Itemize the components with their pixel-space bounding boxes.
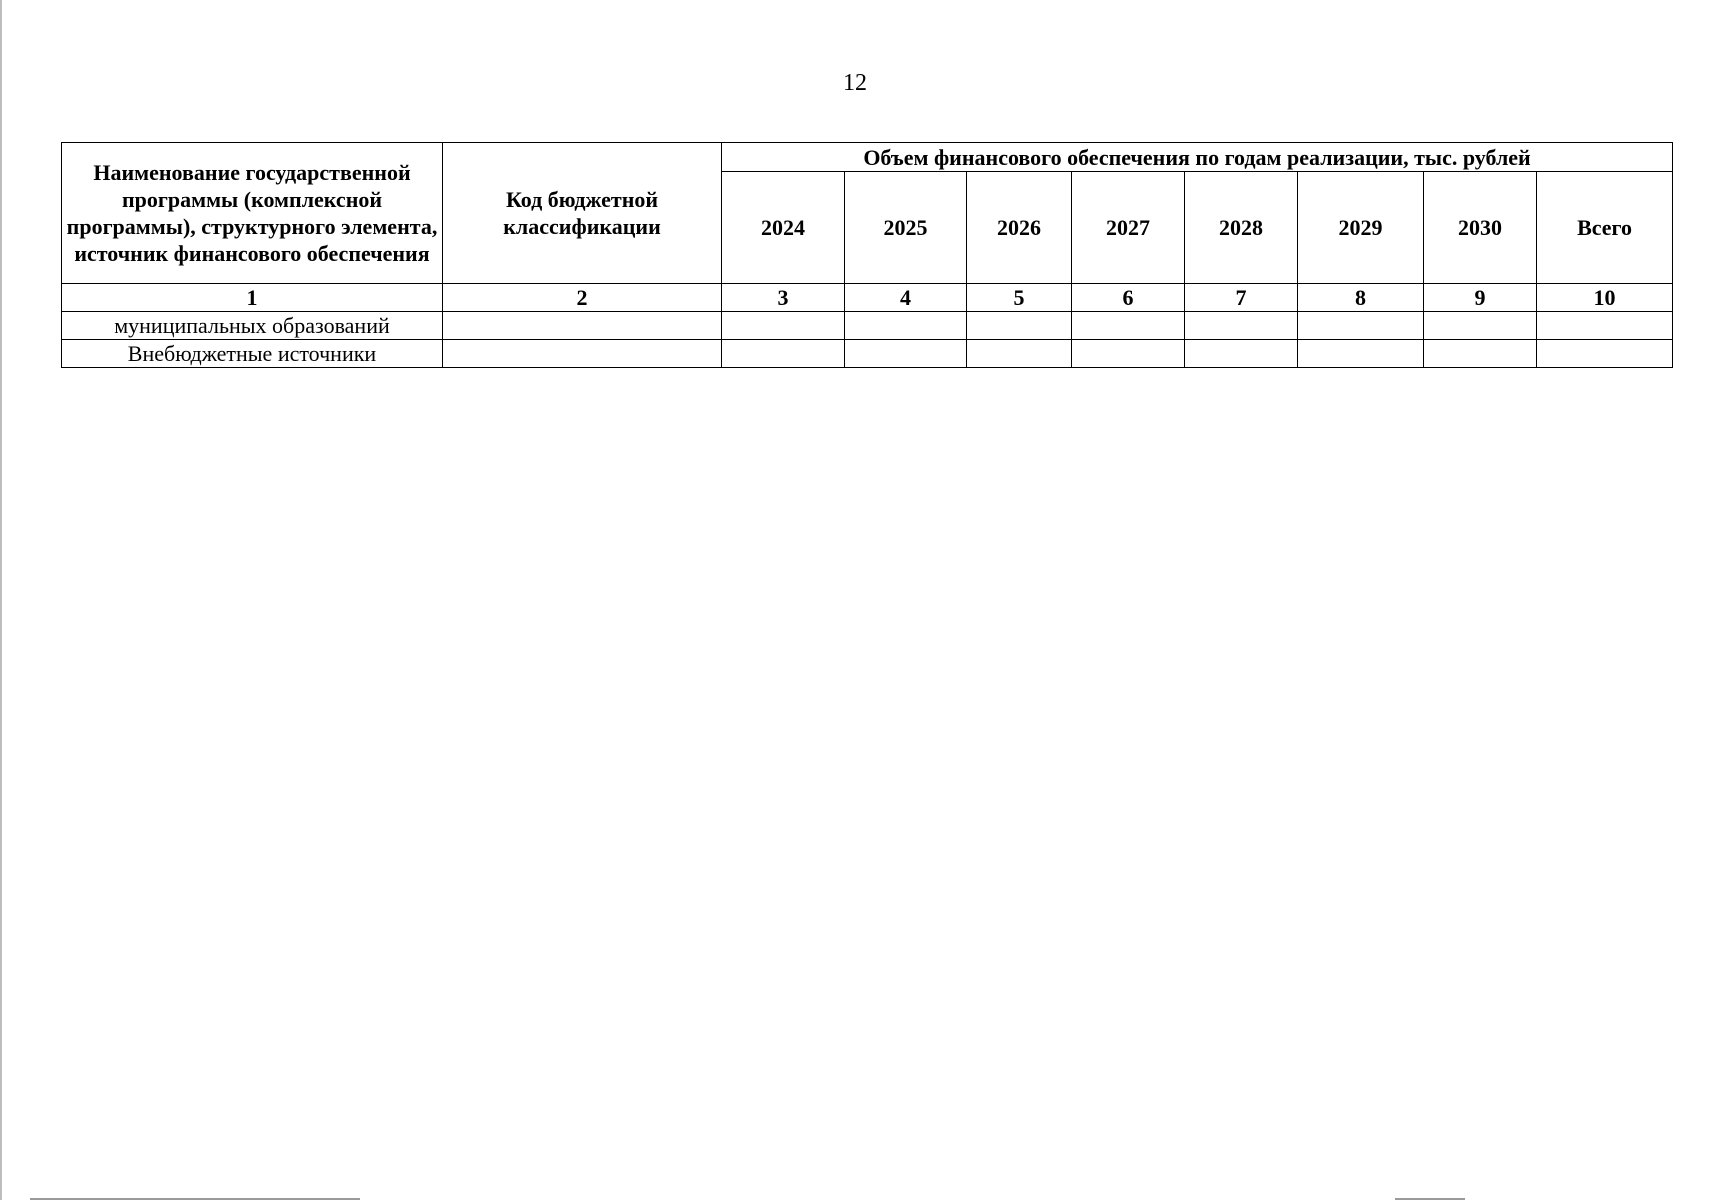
cell-value — [1072, 312, 1185, 340]
financing-table — [61, 142, 1673, 368]
header-budget-code: Код бюджетной классификации — [443, 143, 722, 284]
header-row-group — [62, 143, 1673, 172]
cell-total — [1537, 340, 1673, 368]
cell-value — [1185, 312, 1298, 340]
cell-value — [845, 340, 967, 368]
column-number: 6 — [1072, 284, 1185, 312]
cell-value — [1298, 312, 1424, 340]
row-name: Внебюджетные источники — [62, 340, 443, 368]
column-number: 10 — [1537, 284, 1673, 312]
header-total: Всего — [1537, 172, 1673, 284]
cell-budget-code — [443, 340, 722, 368]
cell-value — [722, 340, 845, 368]
header-year: 2029 — [1298, 172, 1424, 284]
cell-budget-code — [443, 312, 722, 340]
header-program-name: Наименование государственной программы (комплексной программы), структурного элемента, источник финансового обеспечения — [62, 143, 443, 284]
table-row — [62, 312, 1673, 340]
header-year: 2024 — [722, 172, 845, 284]
column-number: 3 — [722, 284, 845, 312]
column-number: 7 — [1185, 284, 1298, 312]
header-year: 2030 — [1424, 172, 1537, 284]
cell-value — [1424, 312, 1537, 340]
page-number: 12 — [843, 70, 867, 96]
cell-value — [845, 312, 967, 340]
cell-value — [722, 312, 845, 340]
column-number: 2 — [443, 284, 722, 312]
column-number: 9 — [1424, 284, 1537, 312]
column-number: 5 — [967, 284, 1072, 312]
cell-value — [1072, 340, 1185, 368]
header-financing-volume: Объем финансового обеспечения по годам реализации, тыс. рублей — [722, 143, 1673, 172]
header-year: 2026 — [967, 172, 1072, 284]
column-numbers-row — [62, 284, 1673, 312]
cell-value — [1185, 340, 1298, 368]
header-year: 2028 — [1185, 172, 1298, 284]
column-number: 1 — [62, 284, 443, 312]
row-name: муниципальных образований — [62, 312, 443, 340]
cell-value — [967, 312, 1072, 340]
header-year: 2027 — [1072, 172, 1185, 284]
table-row — [62, 340, 1673, 368]
cell-total — [1537, 312, 1673, 340]
header-year: 2025 — [845, 172, 967, 284]
column-number: 4 — [845, 284, 967, 312]
cell-value — [967, 340, 1072, 368]
column-number: 8 — [1298, 284, 1424, 312]
cell-value — [1298, 340, 1424, 368]
cell-value — [1424, 340, 1537, 368]
scan-left-edge — [0, 0, 2, 1200]
